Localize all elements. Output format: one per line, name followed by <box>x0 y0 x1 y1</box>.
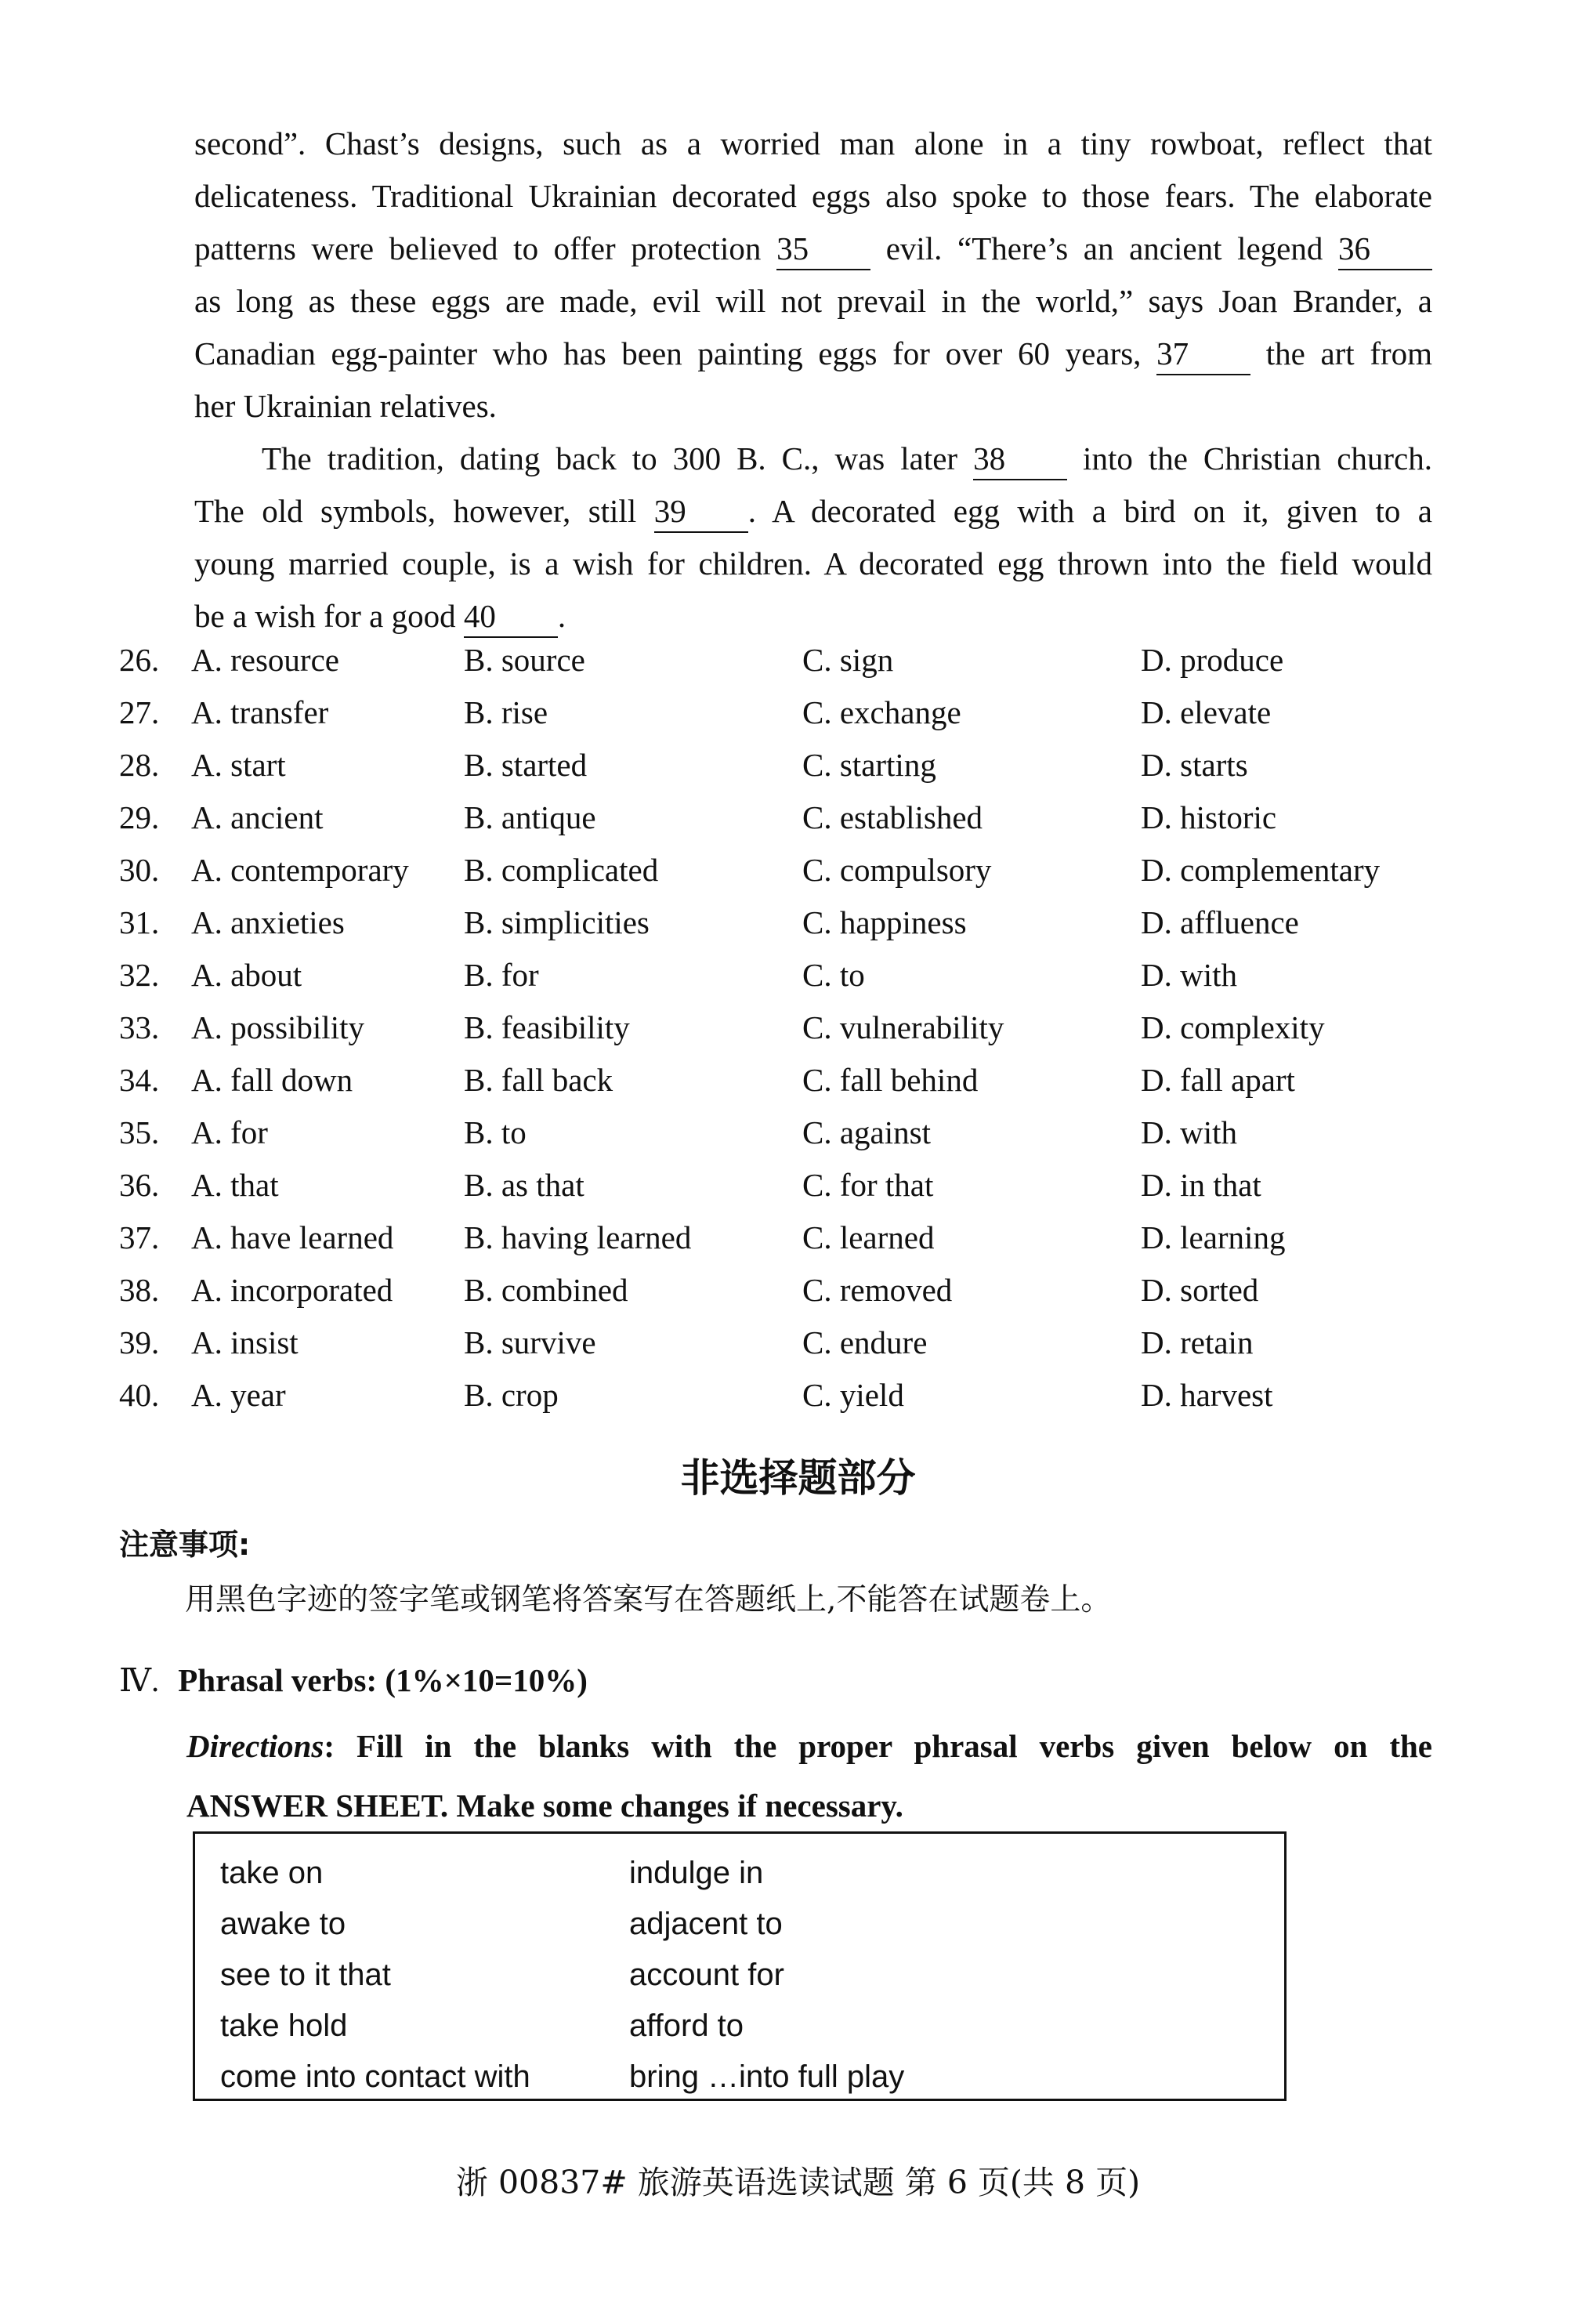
directions-text: : Fill in the blanks with the proper phrasal verbs given below on the <box>324 1728 1432 1764</box>
option-c: C. yield <box>802 1377 904 1413</box>
passage-line: young married couple, is a wish for children. A decorated egg thrown into the field would <box>194 545 1432 581</box>
blank-35: 35 <box>776 228 870 270</box>
question-number: 31. <box>119 904 160 940</box>
question-number: 33. <box>119 1009 160 1045</box>
phrase-item: come into contact with <box>220 2059 530 2094</box>
option-a: A. year <box>191 1377 286 1413</box>
page-footer: 浙 00837# 旅游英语选读试题 第 6 页(共 8 页) <box>455 2164 1141 2201</box>
passage-line: second”. Chast’s designs, such as a worried man alone in a tiny rowboat, reflect that <box>194 125 1432 161</box>
part-title: Phrasal verbs: (1%×10=10%) <box>178 1662 588 1698</box>
question-number: 30. <box>119 852 160 888</box>
option-a: A. resource <box>191 642 339 678</box>
option-row <box>119 641 1451 694</box>
option-d: D. with <box>1141 1114 1237 1150</box>
option-b: B. to <box>464 1114 527 1150</box>
question-number: 36. <box>119 1167 160 1203</box>
passage-paragraph-2 <box>194 433 1432 643</box>
passage-text: Canadian egg-painter who has been painting eggs for over 60 years, <box>194 335 1142 371</box>
option-c: C. fall behind <box>802 1062 979 1098</box>
option-d: D. in that <box>1141 1167 1261 1203</box>
option-c: C. vulnerability <box>802 1009 1004 1045</box>
option-a: A. insist <box>191 1324 299 1360</box>
passage-text: patterns were believed to offer protection <box>194 230 762 266</box>
option-c: C. to <box>802 957 865 993</box>
option-a: A. about <box>191 957 302 993</box>
passage-line <box>194 223 1432 275</box>
blank-37: 37 <box>1156 333 1250 375</box>
phrase-column-1 <box>220 1848 530 2103</box>
passage-text: the art from <box>1265 335 1433 371</box>
answer-options <box>119 641 1451 1429</box>
option-b: B. combined <box>464 1272 628 1308</box>
option-d: D. complementary <box>1141 852 1381 888</box>
directions-label: Directions <box>186 1728 324 1764</box>
question-number: 37. <box>119 1219 160 1255</box>
option-d: D. with <box>1141 957 1237 993</box>
question-number: 38. <box>119 1272 160 1308</box>
option-b: B. complicated <box>464 852 659 888</box>
passage-line <box>194 433 1432 485</box>
phrase-item: take on <box>220 1856 324 1890</box>
option-a: A. for <box>191 1114 268 1150</box>
option-c: C. learned <box>802 1219 935 1255</box>
option-d: D. elevate <box>1141 694 1272 730</box>
option-c: C. compulsory <box>802 852 992 888</box>
option-a: A. start <box>191 747 286 783</box>
option-a: A. anxieties <box>191 904 345 940</box>
option-row <box>119 956 1451 1009</box>
option-row <box>119 1114 1451 1166</box>
question-number: 39. <box>119 1324 160 1360</box>
phrase-item: bring …into full play <box>629 2059 905 2094</box>
passage-line <box>194 485 1432 538</box>
phrase-item: adjacent to <box>629 1907 783 1941</box>
question-number: 26. <box>119 642 160 678</box>
passage-text: The old symbols, however, still <box>194 493 637 529</box>
option-c: C. happiness <box>802 904 967 940</box>
option-d: D. starts <box>1141 747 1248 783</box>
option-c: C. for that <box>802 1167 934 1203</box>
option-row <box>119 799 1451 851</box>
option-c: C. removed <box>802 1272 953 1308</box>
notice-text: 用黑色字迹的签字笔或钢笔将答案写在答题纸上,不能答在试题卷上。 <box>185 1582 1112 1617</box>
passage-text: evil. “There’s an ancient legend <box>885 230 1323 266</box>
option-b: B. antique <box>464 799 596 835</box>
option-a: A. ancient <box>191 799 324 835</box>
option-d: D. learning <box>1141 1219 1286 1255</box>
option-row <box>119 1009 1451 1061</box>
option-d: D. harvest <box>1141 1377 1273 1413</box>
option-a: A. possibility <box>191 1009 364 1045</box>
phrase-column-2 <box>629 1848 904 2103</box>
option-row <box>119 1166 1451 1219</box>
option-a: A. incorporated <box>191 1272 393 1308</box>
option-a: A. fall down <box>191 1062 353 1098</box>
option-c: C. against <box>802 1114 931 1150</box>
option-c: C. starting <box>802 747 936 783</box>
option-b: B. rise <box>464 694 548 730</box>
phrase-item: awake to <box>220 1907 346 1941</box>
option-c: C. established <box>802 799 983 835</box>
option-b: B. crop <box>464 1377 559 1413</box>
passage-line: as long as these eggs are made, evil will not prevail in the world,” says Joan Brander, a <box>194 283 1432 319</box>
passage-line: delicateness. Traditional Ukrainian decorated eggs also spoke to those fears. The elaborate <box>194 178 1432 214</box>
option-row <box>119 694 1451 746</box>
option-row <box>119 1219 1451 1271</box>
part-number: Ⅳ. <box>119 1662 160 1698</box>
option-b: B. as that <box>464 1167 584 1203</box>
passage-text: . A decorated egg with a bird on it, given to a <box>747 493 1432 529</box>
option-b: B. simplicities <box>464 904 650 940</box>
option-d: D. historic <box>1141 799 1277 835</box>
directions <box>186 1716 1432 1835</box>
section-title: 非选择题部分 <box>680 1455 916 1501</box>
option-row <box>119 1324 1451 1376</box>
passage-line <box>194 328 1432 380</box>
question-number: 35. <box>119 1114 160 1150</box>
phrase-item: indulge in <box>629 1856 764 1890</box>
blank-39: 39 <box>654 491 748 533</box>
option-d: D. fall apart <box>1141 1062 1295 1098</box>
notice-heading: 注意事项: <box>119 1527 251 1562</box>
option-c: C. endure <box>802 1324 928 1360</box>
part-heading <box>119 1661 588 1699</box>
passage-paragraph-1 <box>194 118 1432 433</box>
option-d: D. retain <box>1141 1324 1254 1360</box>
option-a: A. contemporary <box>191 852 409 888</box>
option-row <box>119 904 1451 956</box>
option-b: B. survive <box>464 1324 596 1360</box>
passage-line <box>194 590 1432 643</box>
phrase-box <box>193 1831 1287 2101</box>
phrase-item: afford to <box>629 2009 744 2043</box>
option-row <box>119 1376 1451 1429</box>
question-number: 32. <box>119 957 160 993</box>
option-d: D. complexity <box>1141 1009 1325 1045</box>
passage-text: The tradition, dating back to 300 B. C., was later <box>262 440 958 476</box>
option-row <box>119 746 1451 799</box>
option-row <box>119 1061 1451 1114</box>
option-a: A. that <box>191 1167 279 1203</box>
blank-38: 38 <box>973 438 1067 480</box>
question-number: 29. <box>119 799 160 835</box>
directions-line <box>186 1716 1432 1776</box>
phrase-item: see to it that <box>220 1958 391 1992</box>
option-b: B. for <box>464 957 539 993</box>
option-b: B. having learned <box>464 1219 692 1255</box>
passage-text: . <box>557 598 566 634</box>
question-number: 28. <box>119 747 160 783</box>
question-number: 34. <box>119 1062 160 1098</box>
option-row <box>119 851 1451 904</box>
blank-36: 36 <box>1338 228 1432 270</box>
question-number: 27. <box>119 694 160 730</box>
option-d: D. produce <box>1141 642 1284 678</box>
option-b: B. fall back <box>464 1062 613 1098</box>
option-row <box>119 1271 1451 1324</box>
option-a: A. transfer <box>191 694 329 730</box>
passage-text: be a wish for a good <box>194 598 456 634</box>
passage-text: into the Christian church. <box>1083 440 1432 476</box>
option-b: B. started <box>464 747 588 783</box>
option-d: D. sorted <box>1141 1272 1259 1308</box>
directions-line: ANSWER SHEET. Make some changes if necessary. <box>186 1788 903 1824</box>
option-c: C. sign <box>802 642 894 678</box>
option-a: A. have learned <box>191 1219 394 1255</box>
phrase-item: take hold <box>220 2009 348 2043</box>
option-c: C. exchange <box>802 694 961 730</box>
passage-line: her Ukrainian relatives. <box>194 388 497 424</box>
option-b: B. source <box>464 642 585 678</box>
option-d: D. affluence <box>1141 904 1299 940</box>
phrase-item: account for <box>629 1958 784 1992</box>
question-number: 40. <box>119 1377 160 1413</box>
blank-40: 40 <box>464 596 558 638</box>
option-b: B. feasibility <box>464 1009 630 1045</box>
